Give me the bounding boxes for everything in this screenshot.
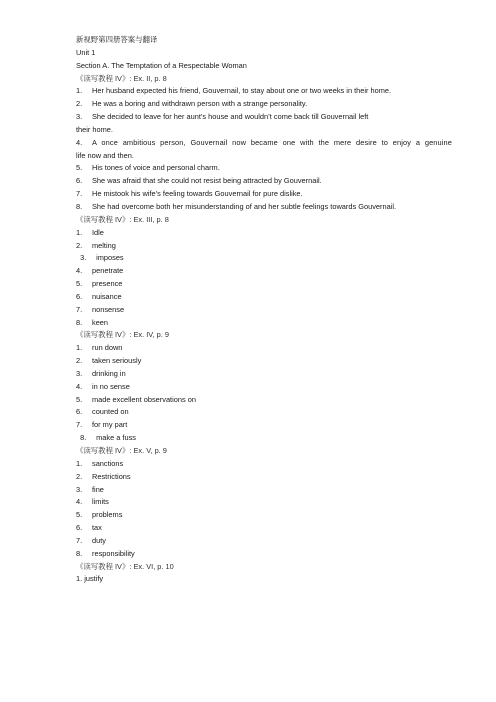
answer-item: 5. presence (76, 279, 123, 289)
answer-item: 3. fine (76, 484, 104, 494)
answer-item: 3. imposes (80, 253, 124, 263)
answer-item: 6. She was afraid that she could not resist being attracted by Gouvernail. (76, 176, 322, 186)
answer-item: 7. for my part (76, 420, 128, 430)
answer-item: 4. penetrate (76, 266, 124, 276)
exercise-header: 《读写教程 IV》: Ex. III, p. 8 (76, 214, 169, 224)
answer-item: 8. responsibility (76, 548, 135, 558)
exercise-header: 《读写教程 IV》: Ex. V, p. 9 (76, 446, 167, 455)
answer-item: 6. tax (76, 523, 102, 533)
exercise-header: 《读写教程 IV》: Ex. II, p. 8 (76, 73, 167, 83)
answer-item: 1. justify (76, 574, 104, 584)
answer-item: 4. in no sense (76, 381, 130, 391)
answer-item: 5. His tones of voice and personal charm. (76, 163, 220, 173)
answer-item: 3. She decided to leave for her aunt’s house and wouldn’t come back till Gouvernail left (76, 112, 369, 122)
answer-item: 4. limits (76, 497, 109, 507)
answer-item: 8. keen (76, 317, 109, 327)
answer-item: 4. A once ambitious person, Gouvernail now became one with the mere desire to enjoy a genuine (76, 137, 452, 147)
answer-item: 5. made excellent observations on (76, 394, 196, 404)
answer-item: 2. He was a boring and withdrawn person with a strange personality. (76, 99, 308, 109)
answer-item: 6. counted on (76, 407, 129, 417)
document-title: 新视野第四册答案与翻译 (76, 35, 158, 44)
exercise-header: 《读写教程 IV》: Ex. VI, p. 10 (76, 561, 174, 571)
answer-item: 1. Idle (76, 227, 104, 237)
answer-item: 1. sanctions (76, 458, 124, 468)
answer-item: 2. melting (76, 240, 116, 250)
answer-item: 5. problems (76, 510, 123, 520)
answer-item-continuation: life now and then. (76, 150, 134, 160)
answer-item: 2. Restrictions (76, 471, 131, 481)
answer-item: 1. run down (76, 343, 123, 353)
answer-item: 6. nuisance (76, 291, 122, 301)
answer-item: 3. drinking in (76, 368, 126, 378)
answer-item-continuation: their home. (76, 124, 113, 134)
section-heading: Section A. The Temptation of a Respectable Woman (76, 60, 247, 70)
unit-heading: Unit 1 (76, 47, 96, 57)
answer-item: 8. make a fuss (80, 433, 136, 443)
answer-item: 1. Her husband expected his friend, Gouvernail, to stay about one or two weeks in their home. (76, 86, 392, 96)
exercise-header: 《读写教程 IV》: Ex. IV, p. 9 (76, 330, 169, 340)
document-page (76, 34, 452, 586)
answer-item: 8. She had overcome both her misunderstanding of and her subtle feelings towards Gouvernail. (76, 201, 397, 211)
answer-item: 2. taken seriously (76, 356, 142, 366)
answer-item: 7. He mistook his wife’s feeling towards Gouvernail for pure dislike. (76, 189, 303, 199)
answer-item: 7. duty (76, 535, 106, 545)
answer-item: 7. nonsense (76, 304, 125, 314)
